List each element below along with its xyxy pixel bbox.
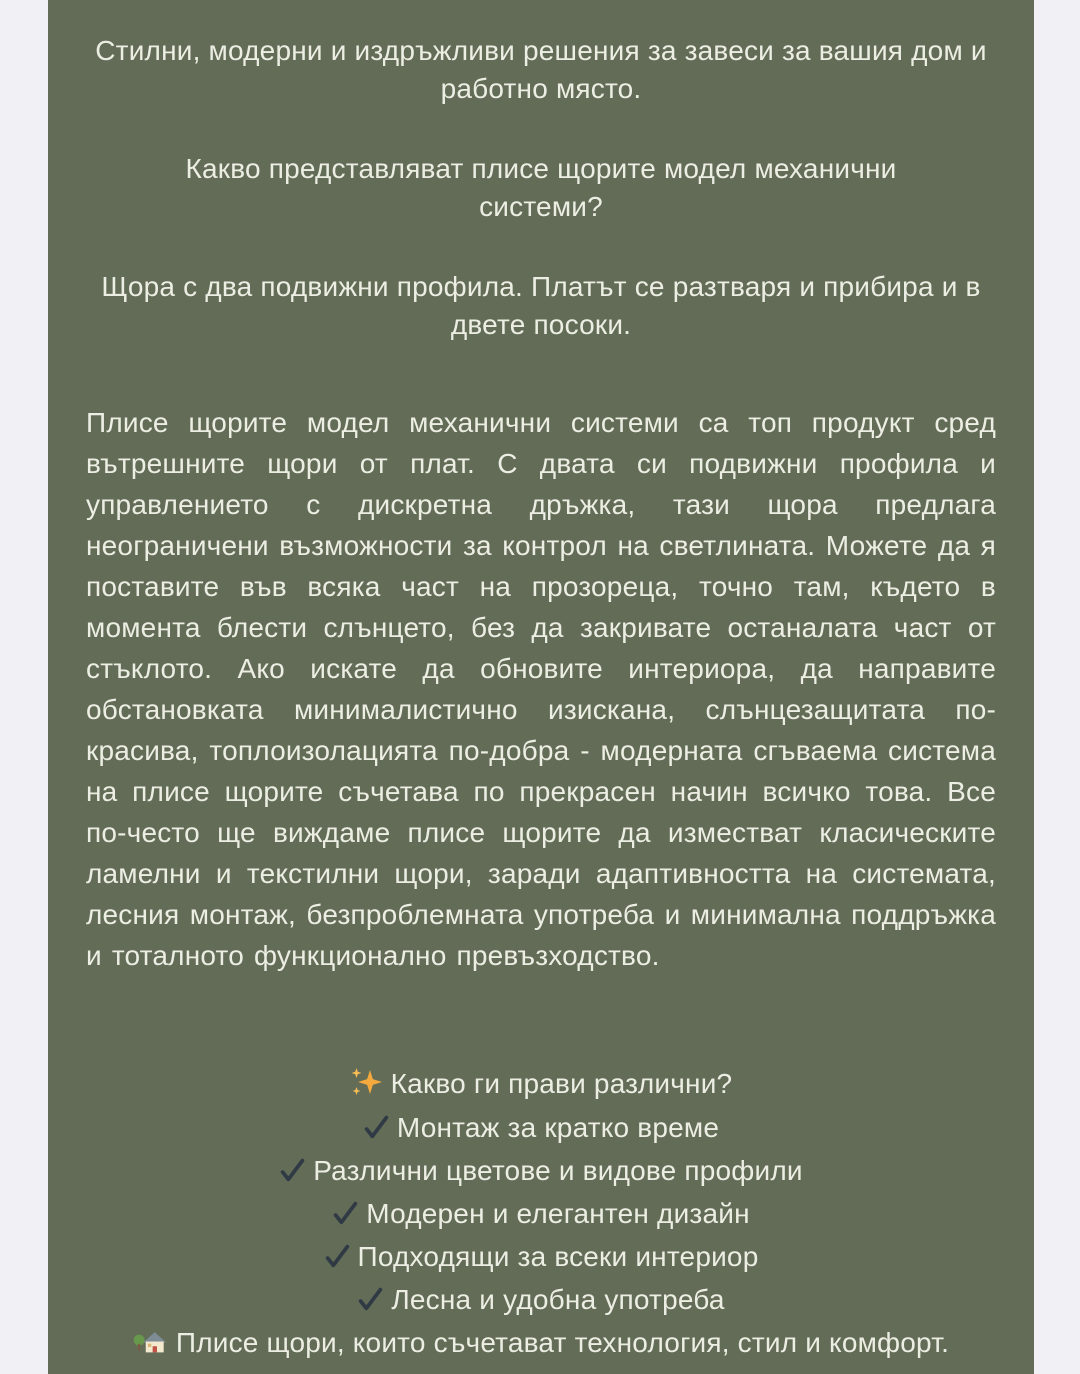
- body-paragraph: Плисе щорите модел механични системи са топ продукт сред вътрешните щори от плат. С двата си подвижни профила и управлението с дискретна дръжка, тази щора предлага неограничени възможности за контрол на светлината. Можете да я поставите във всяка част на прозореца, точно там, където в момента блести слънцето, без да закривате останалата част от стъклото. Ако искате да обновите интериора, да направите обстановката минималистично изискана, слънцезащитата по-красива, топлоизолацията по-добра - модерната сгъваема система на плисе щорите съчетава по прекрасен начин всичко това. Все по-често ще виждаме плисе щорите да изместват класическите ламелни и текстилни щори, заради адаптивността на системата, лесния монтаж, безпроблемната употреба и минимална поддръжка и тоталното функционално превъзходство.: [86, 407, 996, 971]
- check-icon: [357, 1284, 384, 1323]
- features-footer: Плисе щори, които съчетават технология, стил и комфорт.: [175, 1327, 950, 1358]
- heading-intro-line-1: Стилни, модерни и издръжливи решения за завеси за вашия дом и: [95, 35, 987, 66]
- heading-question-line-2: системи?: [479, 191, 603, 222]
- feature-item: [86, 1108, 996, 1151]
- feature-item-label: Подходящи за всеки интериор: [357, 1241, 759, 1272]
- house-icon: [133, 1327, 167, 1367]
- check-icon: [324, 1241, 351, 1280]
- feature-item-label: Модерен и елегантен дизайн: [366, 1198, 750, 1229]
- content-panel: [48, 0, 1034, 1374]
- heading-answer-line-1: Щора с два подвижни профила. Платът се разтваря и прибира и в: [101, 271, 981, 302]
- feature-item-label: Различни цветове и видове профили: [313, 1155, 803, 1186]
- heading-intro: [86, 32, 996, 108]
- check-icon: [363, 1112, 390, 1151]
- feature-item: [86, 1151, 996, 1194]
- feature-item: [86, 1237, 996, 1280]
- heading-answer-line-2: двете посоки.: [450, 309, 632, 340]
- heading-question-line-1: Какво представляват плисе щорите модел механични: [185, 153, 897, 184]
- heading-question: [86, 150, 996, 226]
- heading-answer: [86, 268, 996, 344]
- check-icon: [332, 1198, 359, 1237]
- features-footer-row: [86, 1323, 996, 1367]
- feature-item-label: Монтаж за кратко време: [396, 1112, 720, 1143]
- feature-item-label: Лесна и удобна употреба: [391, 1284, 725, 1315]
- features-title: Какво ги прави различни?: [390, 1068, 733, 1099]
- feature-item: [86, 1280, 996, 1323]
- feature-item: [86, 1194, 996, 1237]
- check-icon: [279, 1155, 306, 1194]
- heading-intro-line-2: работно място.: [440, 73, 642, 104]
- features-section: [86, 1064, 996, 1367]
- features-title-row: [86, 1064, 996, 1108]
- sparkles-icon: [350, 1066, 382, 1108]
